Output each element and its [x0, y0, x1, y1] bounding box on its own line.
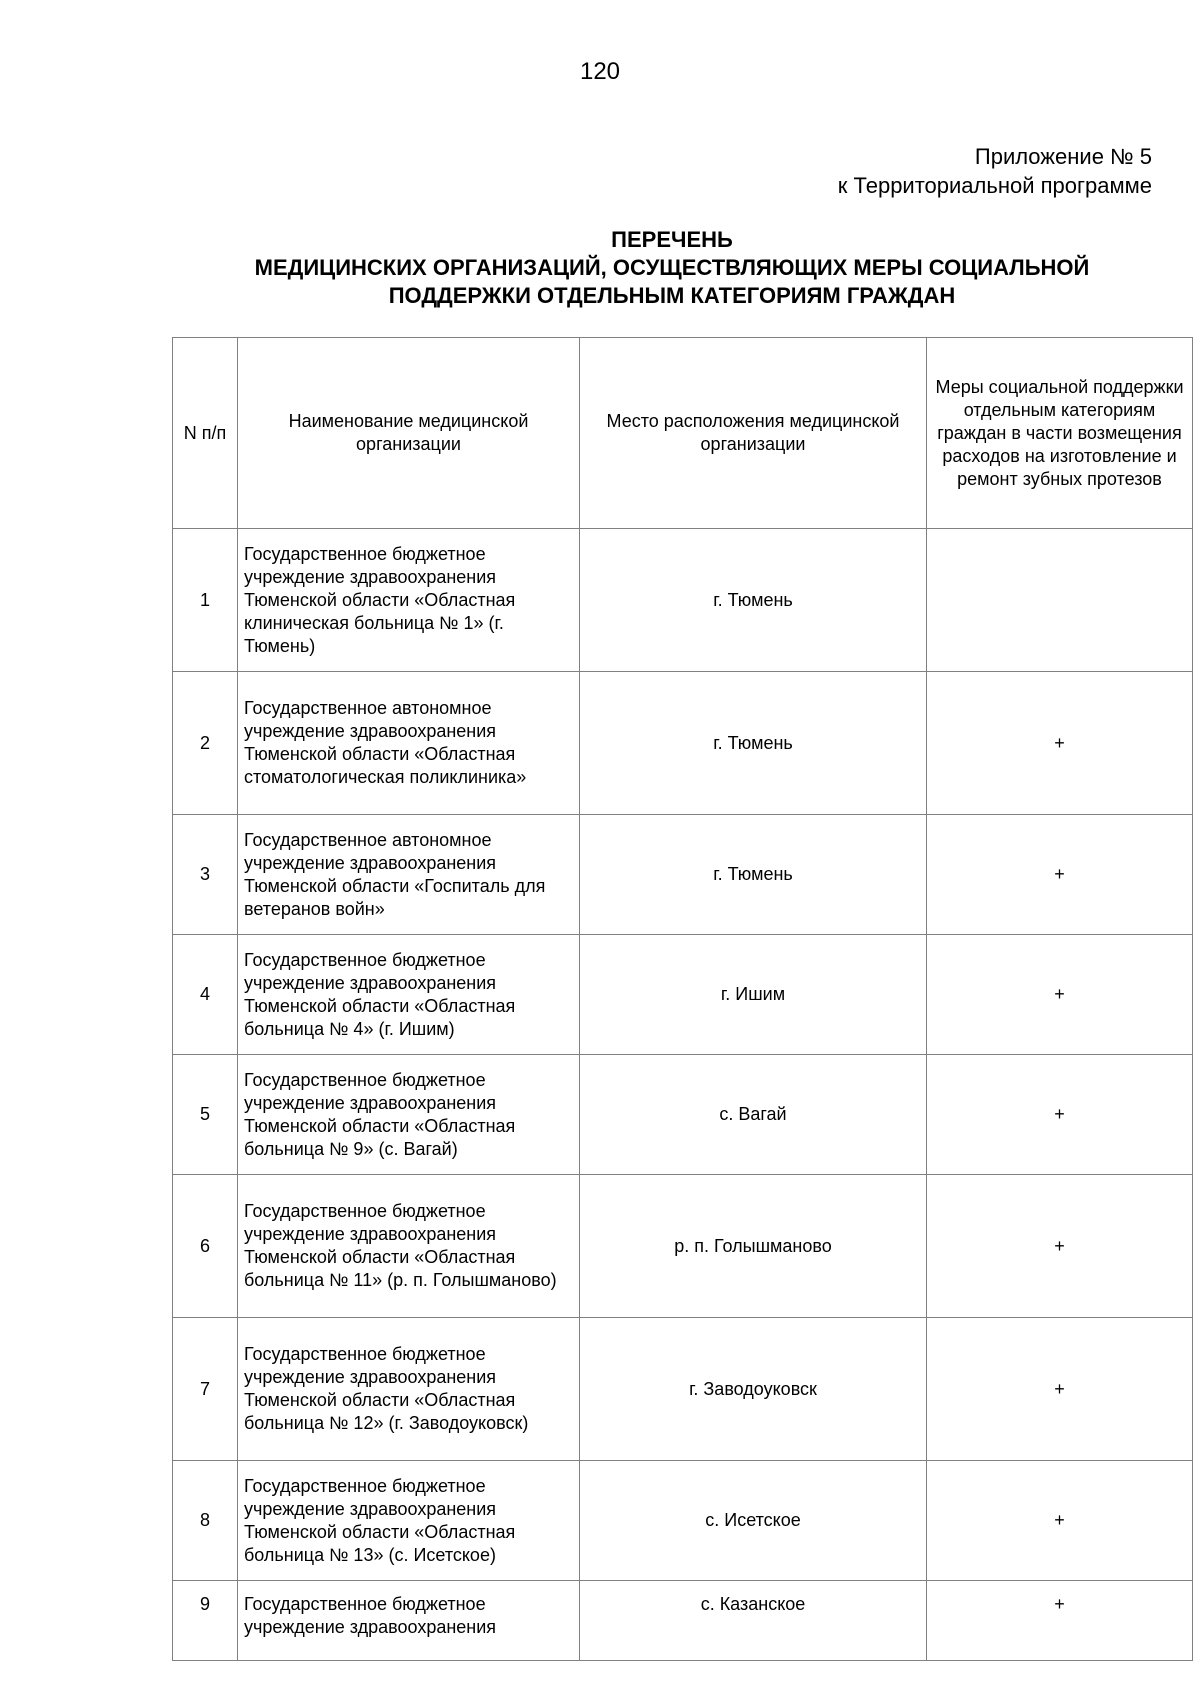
- row-measure: +: [927, 815, 1193, 935]
- header-measure: Меры социальной поддержки отдельным категориям граждан в части возмещения расходов на изготовление и ремонт зубных протезов: [927, 338, 1193, 529]
- header-name: Наименование медицинской организации: [238, 338, 580, 529]
- row-name: Государственное бюджетное учреждение здравоохранения Тюменской области «Областная больница № 9» (с. Вагай): [238, 1055, 580, 1175]
- row-num: 5: [173, 1055, 238, 1175]
- title-line-3: ПОДДЕРЖКИ ОТДЕЛЬНЫМ КАТЕГОРИЯМ ГРАЖДАН: [388, 283, 956, 308]
- appendix-caption: [838, 142, 1152, 200]
- appendix-line-1: Приложение № 5: [974, 144, 1152, 169]
- row-measure: [927, 529, 1193, 672]
- row-name: Государственное бюджетное учреждение здравоохранения Тюменской области «Областная больница № 12» (г. Заводоуковск): [238, 1318, 580, 1461]
- row-place: г. Тюмень: [580, 672, 927, 815]
- row-name: Государственное автономное учреждение здравоохранения Тюменской области «Госпиталь для ветеранов войн»: [238, 815, 580, 935]
- title-line-2: МЕДИЦИНСКИХ ОРГАНИЗАЦИЙ, ОСУЩЕСТВЛЯЮЩИХ МЕРЫ СОЦИАЛЬНОЙ: [254, 255, 1090, 280]
- row-measure: +: [927, 1055, 1193, 1175]
- row-name: Государственное бюджетное учреждение здравоохранения Тюменской области «Областная клиническая больница № 1» (г. Тюмень): [238, 529, 580, 672]
- row-name: Государственное бюджетное учреждение здравоохранения Тюменской области «Областная больница № 13» (с. Исетское): [238, 1461, 580, 1581]
- table-row: [173, 1318, 1193, 1461]
- row-place: с. Исетское: [580, 1461, 927, 1581]
- row-measure: +: [927, 672, 1193, 815]
- row-place: с. Вагай: [580, 1055, 927, 1175]
- table-row: [173, 672, 1193, 815]
- row-measure: +: [927, 1318, 1193, 1461]
- row-num: 1: [173, 529, 238, 672]
- row-name: Государственное бюджетное учреждение здравоохранения Тюменской области «Областная больница № 4» (г. Ишим): [238, 935, 580, 1055]
- row-place: с. Казанское: [580, 1581, 927, 1661]
- row-place: г. Ишим: [580, 935, 927, 1055]
- table-row: [173, 1055, 1193, 1175]
- table-row: [173, 1175, 1193, 1318]
- row-num: 8: [173, 1461, 238, 1581]
- row-num: 3: [173, 815, 238, 935]
- row-measure: +: [927, 935, 1193, 1055]
- row-num: 4: [173, 935, 238, 1055]
- row-place: г. Тюмень: [580, 815, 927, 935]
- row-name: Государственное автономное учреждение здравоохранения Тюменской области «Областная стоматологическая поликлиника»: [238, 672, 580, 815]
- row-num: 2: [173, 672, 238, 815]
- row-measure: +: [927, 1175, 1193, 1318]
- header-num: N п/п: [173, 338, 238, 529]
- row-num: 9: [173, 1581, 238, 1661]
- row-place: г. Тюмень: [580, 529, 927, 672]
- row-num: 6: [173, 1175, 238, 1318]
- table-row: [173, 935, 1193, 1055]
- row-name: Государственное бюджетное учреждение здравоохранения Тюменской области «Областная больница № 11» (р. п. Голышманово): [238, 1175, 580, 1318]
- document-title: [172, 226, 1172, 310]
- table-row: [173, 529, 1193, 672]
- row-place: г. Заводоуковск: [580, 1318, 927, 1461]
- table-row: [173, 1581, 1193, 1661]
- appendix-line-2: к Территориальной программе: [837, 173, 1152, 198]
- title-line-1: ПЕРЕЧЕНЬ: [611, 227, 733, 252]
- row-measure: +: [927, 1461, 1193, 1581]
- header-place: Место расположения медицинской организации: [580, 338, 927, 529]
- page-number: 120: [579, 58, 621, 85]
- table-header-row: [173, 338, 1193, 529]
- row-num: 7: [173, 1318, 238, 1461]
- table-row: [173, 1461, 1193, 1581]
- row-place: р. п. Голышманово: [580, 1175, 927, 1318]
- table-row: [173, 815, 1193, 935]
- row-measure: +: [927, 1581, 1193, 1661]
- organizations-table: [172, 337, 1193, 1661]
- row-name: Государственное бюджетное учреждение здравоохранения: [238, 1581, 580, 1661]
